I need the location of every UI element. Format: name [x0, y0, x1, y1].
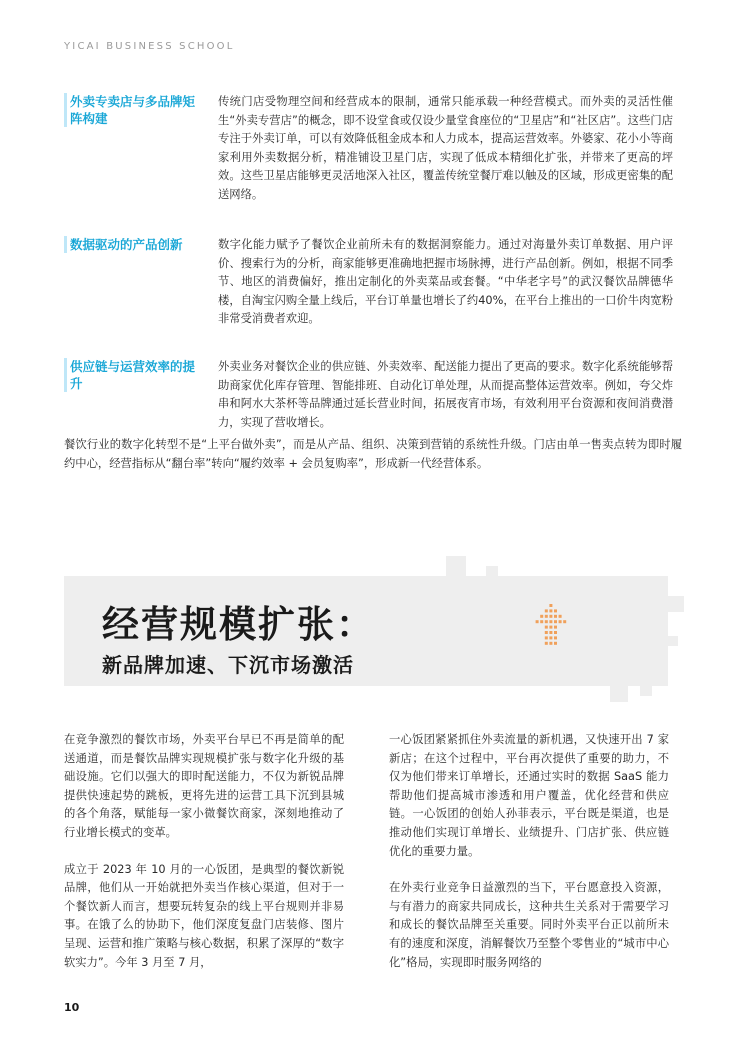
arrow-dot [545, 631, 548, 634]
arrow-dot [554, 609, 557, 612]
arrow-dot [540, 620, 543, 623]
section-label: 数据驱动的产品创新 [64, 236, 200, 253]
arrow-dot [554, 631, 557, 634]
body-paragraph: 在竞争激烈的餐饮市场，外卖平台早已不再是简单的配送通道，而是餐饮品牌实现规模扩张与数字化升级的基础设施。它们以强大的即时配送能力，不仅为新锐品牌提供快速起势的跳板，更将先进的运营工具下沉到县城的各个角落，赋能每一家小微餐饮商家，深刻地推动了行业增长模式的变革。 [64, 733, 344, 839]
arrow-dot [559, 615, 562, 618]
arrow-dot [549, 631, 552, 634]
pixel-decoration [610, 686, 628, 702]
arrow-dot [554, 626, 557, 629]
arrow-dot [563, 620, 566, 623]
arrow-dot [559, 620, 562, 623]
arrow-dot [545, 620, 548, 623]
pixel-decoration [446, 556, 466, 576]
arrow-dot [554, 615, 557, 618]
pixel-decoration [668, 636, 678, 646]
section-text: 数字化能力赋予了餐饮企业前所未有的数据洞察能力。通过对海量外卖订单数据、用户评价、搜索行为的分析，商家能够更准确地把握市场脉搏，进行产品创新。例如，根据不同季节、地区的消费偏好，推出定制化的外卖菜品或套餐。“中华老字号”的武汉餐饮品牌德华楼，自淘宝闪购全量上线后，平台订单量也增长了约40%，在平台上推出的一口价牛肉宽粉非常受消费者欢迎。 [218, 238, 673, 326]
arrow-dot [549, 642, 552, 645]
arrow-dot [549, 604, 552, 607]
page-number: 10 [64, 1001, 80, 1014]
arrow-dot [549, 626, 552, 629]
chapter-subtitle: 新品牌加速、下沉市场激活 [102, 653, 354, 677]
arrow-dot [545, 609, 548, 612]
arrow-dot [545, 615, 548, 618]
arrow-dot [554, 642, 557, 645]
summary-paragraph: 餐饮行业的数字化转型不是“上平台做外卖”，而是从产品、组织、决策到营销的系统性升级。门店由单一售卖点转为即时履约中心，经营指标从“翻台率”转向“履约效率 + 会员复购率”，形成新一代经营体系。 [64, 438, 682, 470]
arrow-dots [536, 604, 567, 645]
body-column-left [64, 731, 344, 990]
body-paragraph: 成立于 2023 年 10 月的一心饭团，是典型的餐饮新锐品牌，他们从一开始就把外卖当作核心渠道，但对于一个餐饮新人而言，想要玩转复杂的线上平台规则并非易事。在饿了么的协助下，他们深度复盘门店装修、图片呈现、运营和推广策略与核心数据，积累了深厚的“数字软实力”。今年 3 月至 7 月， [64, 862, 344, 969]
arrow-dot [545, 636, 548, 639]
arrow-dot [549, 609, 552, 612]
body-column-right [389, 731, 669, 990]
arrow-dot [549, 615, 552, 618]
body-paragraph: 一心饭团紧紧抓住外卖流量的新机遇，又快速开出 7 家新店；在这个过程中，平台再次提供了重要的助力，不仅为他们带来订单增长，还通过实时的数据 SaaS 能力帮助他们提高城市渗透和用户覆盖，优化经营和供应链。一心饭团的创始人孙菲表示，平台既是渠道，也是推动他们实现订单增长、业绩提升、门店扩张、供应链优化的重要力量。 [389, 733, 669, 858]
arrow-dot [549, 620, 552, 623]
arrow-dot [545, 626, 548, 629]
arrow-dot [536, 620, 539, 623]
pixel-decoration [486, 566, 498, 576]
body-paragraph: 在外卖行业竞争日益激烈的当下，平台愿意投入资源，与有潜力的商家共同成长，这种共生关系对于需要学习和成长的餐饮品牌至关重要。同时外卖平台正以前所未有的速度和深度，消解餐饮乃至整个零售业的“城市中心化”格局，实现即时服务网络的 [389, 881, 669, 969]
arrow-dot [545, 642, 548, 645]
section-text: 传统门店受物理空间和经营成本的限制，通常只能承载一种经营模式。而外卖的灵活性催生“外卖专营店”的概念，即不设堂食或仅设少量堂食座位的“卫星店”和“社区店”。这些门店专注于外卖订单，可以有效降低租金成本和人力成本，提高运营效率。外婆家、花小小等商家利用外卖数据分析，精准铺设卫星门店，实现了低成本精细化扩张，并带来了更高的坪效。这些卫星店能够更灵活地深入社区，覆盖传统堂餐厅难以触及的区域，形成更密集的配送网络。 [218, 95, 673, 201]
arrow-dot [554, 636, 557, 639]
dotted-arrow-icon [531, 604, 571, 650]
chapter-banner [64, 576, 668, 686]
arrow-dot [549, 636, 552, 639]
section-label: 外卖专卖店与多品牌矩阵构建 [64, 93, 200, 127]
pixel-decoration [668, 596, 684, 612]
arrow-dot [554, 620, 557, 623]
chapter-title: 经营规模扩张： [102, 603, 375, 646]
publication-header: YICAI BUSINESS SCHOOL [64, 41, 235, 52]
pixel-decoration [640, 686, 652, 696]
section-label: 供应链与运营效率的提升 [64, 358, 200, 392]
arrow-dot [540, 615, 543, 618]
section-text: 外卖业务对餐饮企业的供应链、外卖效率、配送能力提出了更高的要求。数字化系统能够帮助商家优化库存管理、智能排班、自动化订单处理，从而提高整体运营效率。例如，夸父炸串和阿水大茶杯等品牌通过延长营业时间，拓展夜宵市场，有效利用平台资源和夜间消费潜力，实现了营收增长。 [218, 360, 673, 429]
